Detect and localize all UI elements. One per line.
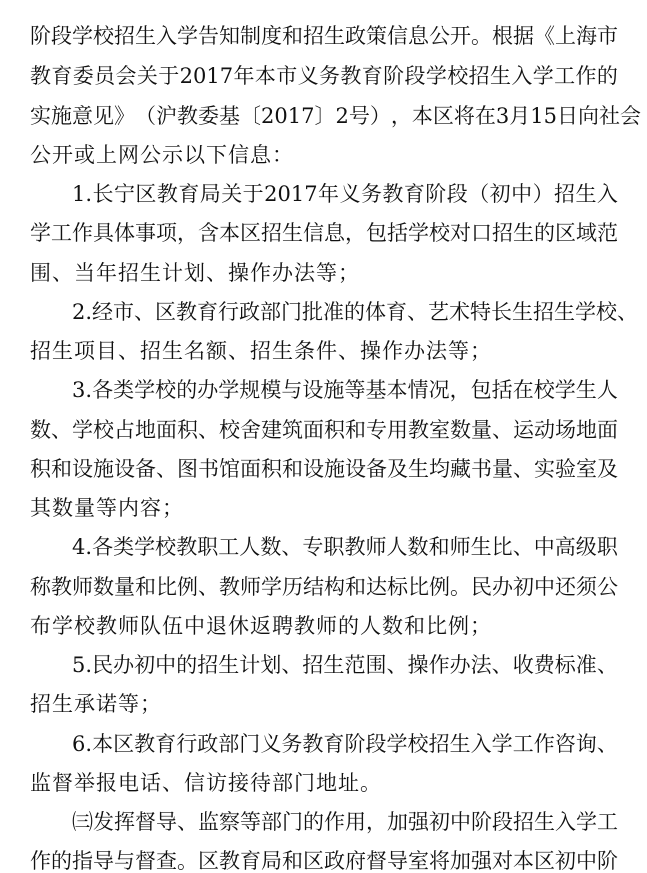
text-line: 布 学 校 教 师 队 伍 中 退 休 返 聘 教 师 的 人 数 和 比 例 ；: [30, 614, 491, 638]
text-line: 称 教 师 数 量 和 比 例 、 教 师 学 历 结 构 和 达 标 比 例 。 民 办 初 中 还 须 公: [30, 575, 618, 599]
text-line: 实 施 意 见 》 （ 沪 教 委 基 〔 2017 〕 2 号 ） ， 本 区 将 在 3 月 15 日 向 社 会: [30, 104, 641, 128]
text-line: 学 工 作 具 体 事 项 ， 含 本 区 招 生 信 息 ， 包 括 学 校 对 口 招 生 的 区 域 范: [30, 221, 618, 245]
text-line: 教 育 委 员 会 关 于 2017 年 本 市 义 务 教 育 阶 段 学 校 招 生 入 学 工 作 的: [30, 64, 618, 88]
text-line: 6. 本 区 教 育 行 政 部 门 义 务 教 育 阶 段 学 校 招 生 入 学 工 作 咨 询 、: [72, 732, 618, 756]
text-line: 数 、 学 校 占 地 面 积 、 校 舍 建 筑 面 积 和 专 用 教 室 数 量 、 运 动 场 地 面: [30, 418, 618, 442]
text-line: 3. 各 类 学 校 的 办 学 规 模 与 设 施 等 基 本 情 况 ， 包 括 在 校 学 生 人: [72, 378, 618, 402]
text-line: 招 生 承 诺 等 ；: [30, 692, 161, 716]
text-line: 作 的 指 导 与 督 查 。 区 教 育 局 和 区 政 府 督 导 室 将 加 强 对 本 区 初 中 阶: [30, 849, 618, 873]
text-line: 阶 段 学 校 招 生 入 学 告 知 制 度 和 招 生 政 策 信 息 公 开 。 根 据 《 上 海 市: [30, 24, 618, 48]
text-line: ㈢ 发 挥 督 导 、 监 察 等 部 门 的 作 用 ， 加 强 初 中 阶 段 招 生 入 学 工: [72, 810, 618, 834]
text-line: 其 数 量 等 内 容 ；: [30, 496, 183, 520]
text-line: 4. 各 类 学 校 教 职 工 人 数 、 专 职 教 师 人 数 和 师 生 比 、 中 高 级 职: [72, 535, 618, 559]
text-line: 招 生 项 目 、 招 生 名 额 、 招 生 条 件 、 操 作 办 法 等 ；: [30, 339, 491, 363]
text-line: 围 、 当 年 招 生 计 划 、 操 作 办 法 等 ；: [30, 261, 359, 285]
text-line: 监 督 举 报 电 话 、 信 访 接 待 部 门 地 址 。: [30, 771, 381, 795]
text-line: 1. 长 宁 区 教 育 局 关 于 2017 年 义 务 教 育 阶 段 （ 初 中 ） 招 生 入: [72, 182, 618, 206]
text-line: 5. 民 办 初 中 的 招 生 计 划 、 招 生 范 围 、 操 作 办 法 、 收 费 标 准 、: [72, 653, 618, 677]
text-line: 2. 经 市 、 区 教 育 行 政 部 门 批 准 的 体 育 、 艺 术 特 长 生 招 生 学 校 、: [72, 300, 639, 324]
text-line: 积 和 设 施 设 备 、 图 书 馆 面 积 和 设 施 设 备 及 生 均 藏 书 量 、 实 验 室 及: [30, 457, 618, 481]
text-line: 公 开 或 上 网 公 示 以 下 信 息 ：: [30, 143, 293, 167]
